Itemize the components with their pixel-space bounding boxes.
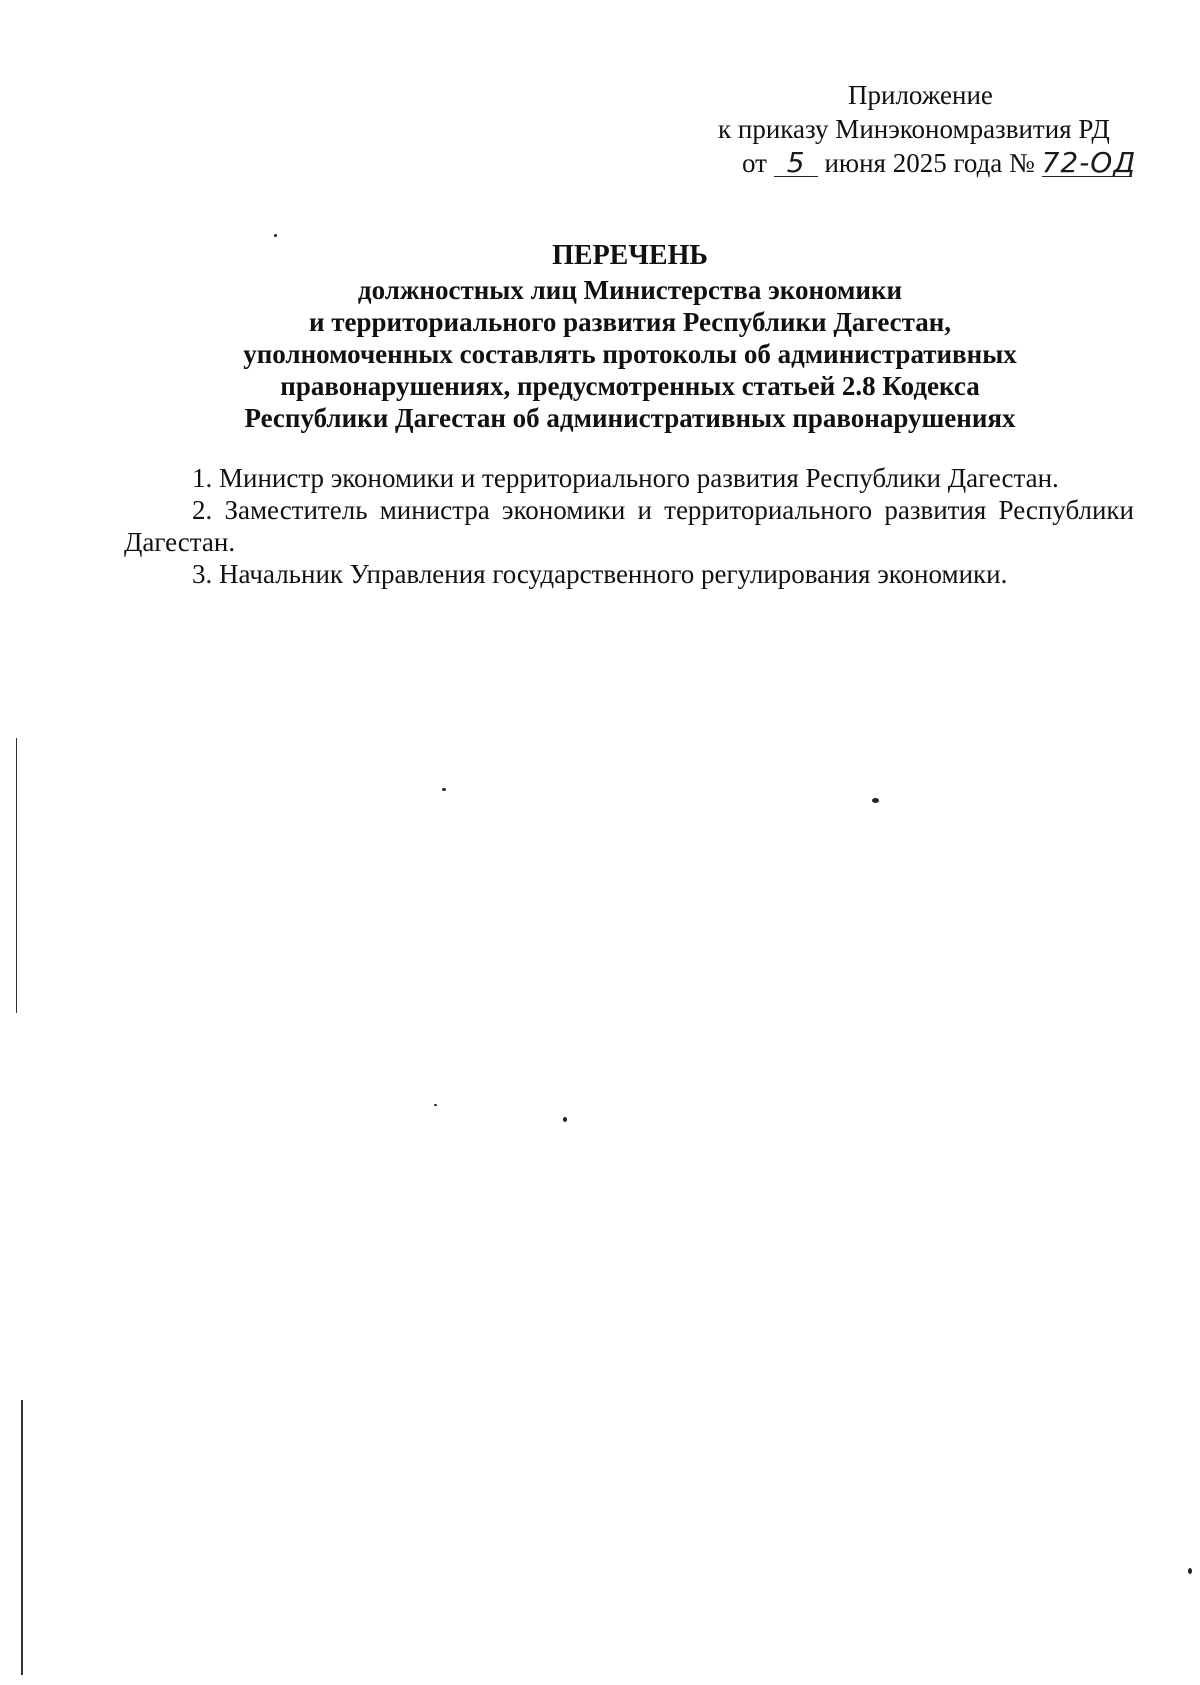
date-middle: июня 2025 года № <box>824 148 1035 178</box>
appendix-order-reference: к приказу Минэкономразвития РД <box>718 114 1110 144</box>
scan-speck <box>274 234 277 237</box>
handwritten-day: 5 <box>774 150 818 177</box>
scan-margin-line <box>16 738 17 1013</box>
document-title <box>150 240 1110 434</box>
scan-speck <box>872 798 879 803</box>
title-line: правонарушениях, предусмотренных статьей 2.8 Кодекса <box>280 371 980 401</box>
scan-speck <box>442 788 446 791</box>
list-item: 2. Заместитель министра экономики и территориального развития Республики Дагестан. <box>124 495 1134 557</box>
list-item: 3. Начальник Управления государственного регулирования экономики. <box>192 559 1008 589</box>
date-prefix: от <box>742 148 767 178</box>
appendix-date-line <box>690 146 1160 180</box>
scan-margin-line <box>21 1400 23 1675</box>
title-line: Республики Дагестан об административных правонарушениях <box>244 403 1016 433</box>
officials-list <box>124 462 1134 590</box>
title-line: должностных лиц Министерства экономики <box>357 275 903 305</box>
appendix-label: Приложение <box>848 80 993 110</box>
scan-speck <box>1188 1568 1192 1574</box>
appendix-header <box>690 78 1160 180</box>
title-line: уполномоченных составлять протоколы об административных <box>243 339 1017 369</box>
title-line: и территориального развития Республики Дагестан, <box>308 307 952 337</box>
scan-speck <box>434 1104 437 1106</box>
scan-speck <box>563 1117 567 1122</box>
handwritten-order-number: 72-ОД <box>1041 146 1137 179</box>
title-heading: ПЕРЕЧЕНЬ <box>552 240 708 271</box>
list-item: 1. Министр экономики и территориального развития Республики Дагестан. <box>192 463 1059 493</box>
